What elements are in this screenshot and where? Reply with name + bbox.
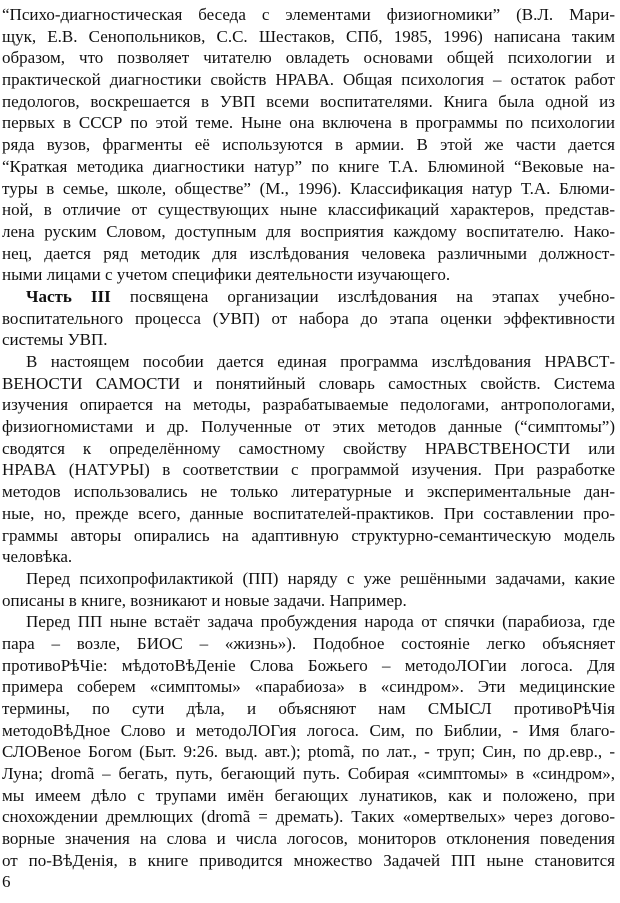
text-line: первых в СССР по этой теме. Ныне она включена в программы по психологии [2,113,615,133]
text-line: методоВѣДное Слово и методоЛОГия логоса. Сим, по Библии, - Имя благо- [2,720,615,740]
text-line: Перед психопрофилактикой (ПП) наряду с уже решёнными задачами, какие [26,568,615,588]
text-line: системы УВП. [2,330,108,350]
text-line: от по-ВѣДенія, в книге приводится множество Задачей ПП ныне становится [2,850,615,870]
text-line: граммы авторы опирались на адаптивную структурно-семантическую модель [2,525,615,545]
text-line: НРАВА (НАТУРЫ) в соответствии с программой изучения. При разработке [2,460,615,480]
text-line: практической диагностики свойств НРАВА. Общая психология – остаток работ [2,70,615,90]
text-line: пара – возле, БИОС – «жизнь»). Подобное состояніе легко объясняет [2,633,615,653]
text-line: примера соберем «симптомы» «парабиоза» в «синдром». Эти медицинские [2,677,615,697]
text-line: педологов, воскрешается в УВП всеми воспитателями. Книга была одной из [2,91,615,111]
text-line: Луна; dromã – бегать, путь, бегающий путь. Собирая «симптомы» в «синдром», [2,764,615,784]
text-line: “Краткая методика диагностики натур” по книге Т.А. Блюминой “Вековые на- [2,156,615,176]
text-line: ные, но, прежде всего, данные воспитателей-практиков. При составлении про- [2,503,615,523]
text-line: снохождении дремлющих (dromã = дремать). Таких «омертвелых» через догово- [2,807,615,827]
text-line: ворные значения на слова и числа логосов, мониторов отклонения поведения [2,829,615,849]
text-line: ряда вузов, фрагменты её используются в армии. В этой же части дается [2,135,615,155]
text-line: ВЕНОСТИ САМОСТИ и понятийный словарь самостных свойств. Система [2,373,615,393]
text-line: мы имеем дѣло с трупами имён бегающих лунатиков, как и положено, при [2,785,615,805]
text-line: описаны в книге, возникают и новые задачи. Например. [2,590,407,610]
text-line: ной, в отличие от существующих ныне классификаций характеров, представ- [2,200,615,220]
text-line: изучения опирается на методы, разрабатываемые педологами, антропологами, [2,395,615,415]
text-line: щук, Е.В. Сенопольников, С.С. Шестаков, СПб, 1985, 1996) написана таким [2,26,615,46]
text-line: ными лицами с учетом специфики деятельности изучающего. [2,265,451,285]
text-line: сводятся к определённому самостному свойству НРАВСТВЕНОСТИ или [2,438,615,458]
text-line: противоРѣЧіе: мѣдотоВѣДеніе Слова Божьего – методоЛОГии логоса. Для [2,655,615,675]
body-text [2,4,615,872]
text-line: термины, по сути дѣла, и объясняют нам СМЫСЛ противоРѣЧія [2,699,615,718]
text-line: методов использовались не только литературные и экспериментальные дан- [2,482,615,502]
text-line: воспитательного процесса (УВП) от набора до этапа оценки эффективности [2,308,615,328]
text-line: физиогномистами и др. Полученные от этих методов данные (“симптомы”) [2,417,615,437]
text-line: В настоящем пособии дается единая программа изслѣдования НРАВСТ- [26,352,615,371]
text-line-part: посвящена организации изслѣдования на этапах учебно- [129,286,615,306]
text-line: “Психо-диагностическая беседа с элементами физиогномики” (В.Л. Мари- [2,5,615,24]
text-line: образом, что позволяет читателю овладеть основами общей психологии и [2,48,615,68]
part-three-label: Часть III [26,286,111,306]
text-line: лена руским Словом, доступным для восприятия каждому воспитателю. Нако- [2,221,615,241]
part-three-line [2,286,615,308]
text-line: туры в семье, школе, обществе” (М., 1996). Классификация натур Т.А. Блюми- [2,178,615,198]
page-number: 6 [2,872,11,891]
text-line: человѣка. [2,547,73,567]
text-line: СЛОВеное Богом (Быт. 9:26. выд. авт.); ptomã, по лат., - труп; Син, по др.евр., - [2,742,615,762]
text-line: Перед ПП ныне встаёт задача пробуждения народа от спячки (парабиоза, где [26,612,615,632]
text-line: нец, дается ряд методик для изслѣдования человека различными должност- [2,243,615,263]
